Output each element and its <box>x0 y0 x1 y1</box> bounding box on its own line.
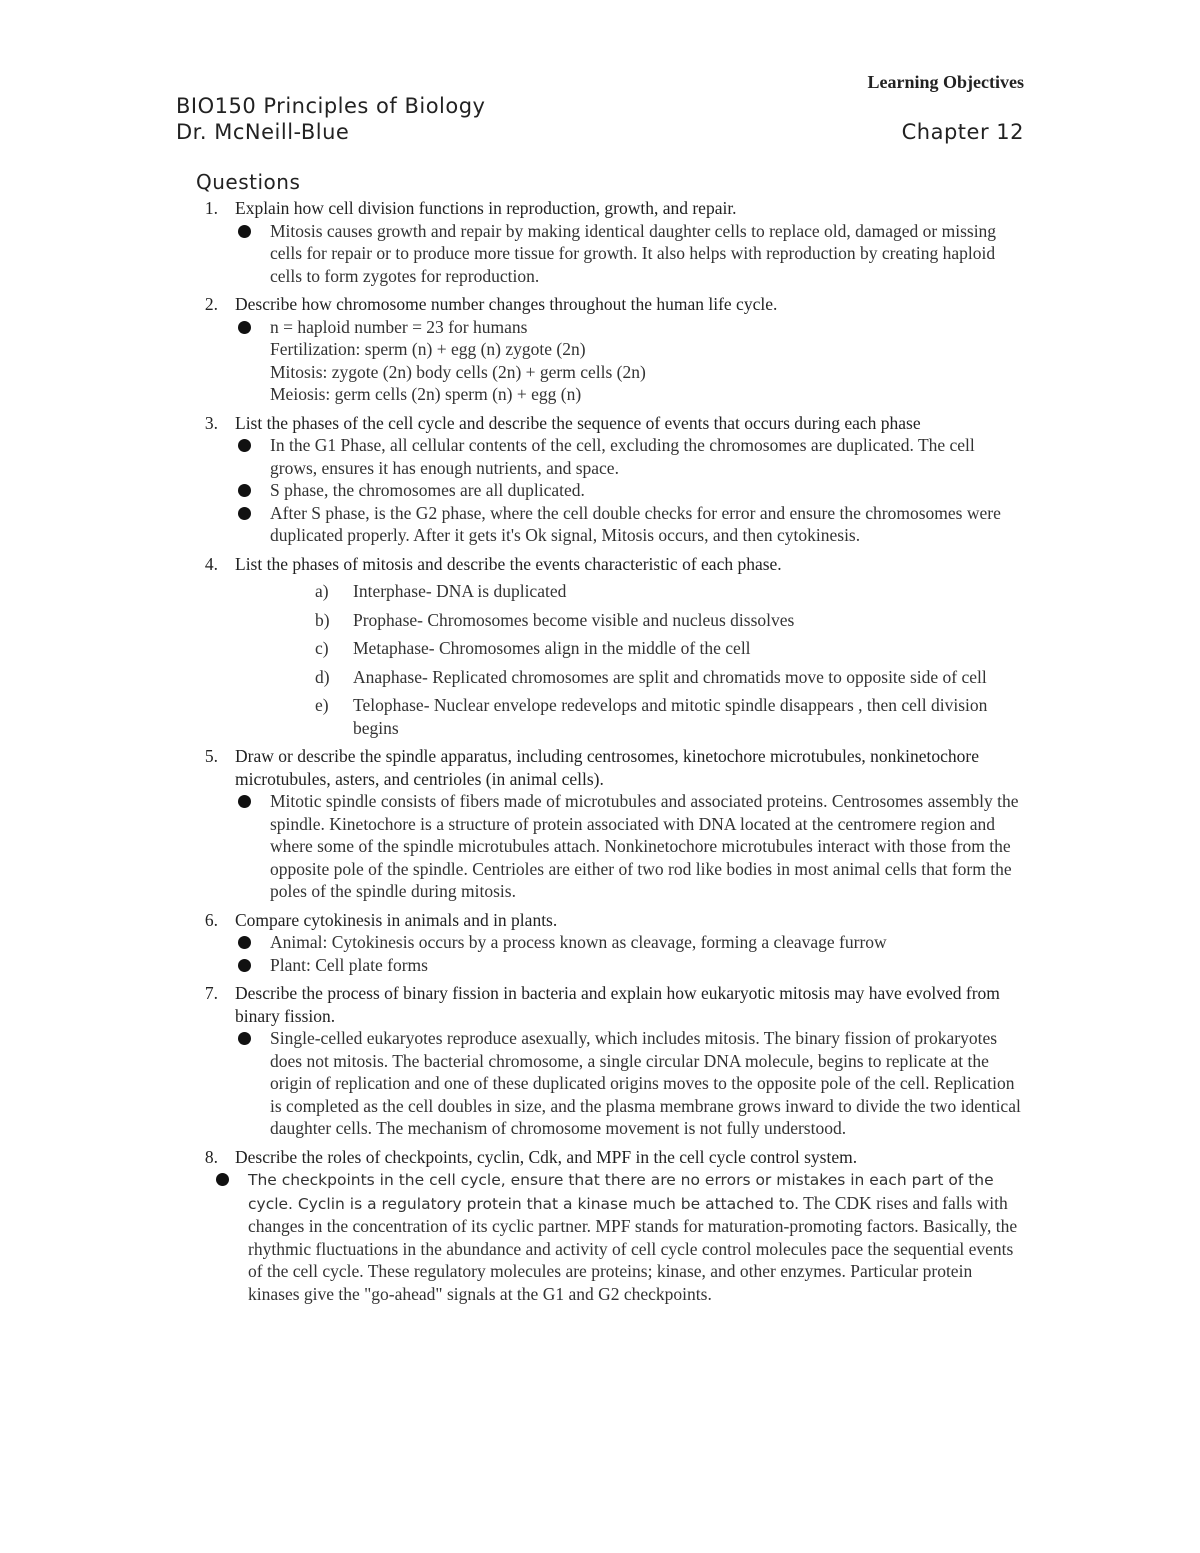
list-item-label: e) <box>315 695 329 715</box>
question-number: 1. <box>204 198 218 218</box>
bullet-icon <box>216 1173 229 1186</box>
answer-text: In the G1 Phase, all cellular contents of the cell, excluding the chromosomes are duplicated. The cell grows, ensures it has enough nutrients, and space. <box>270 435 975 478</box>
question-7 <box>196 982 1026 1140</box>
question-number: 8. <box>204 1146 218 1167</box>
answer-bullet <box>235 931 1026 954</box>
question-number: 5. <box>204 746 218 766</box>
course-title: BIO150 Principles of Biology <box>176 94 486 118</box>
answer-text: Mitotic spindle consists of fibers made of microtubules and associated proteins. Centrosomes assembly the spindle. Kinetochore is a structure of protein associated with DNA located at the centromere region and where some of the spindle microtubules attach. Nonkinetochore microtubules interact with those from the opposite pole of the spindle. Centrioles are either of two rod like bodies in most animal cells that form the poles of the spindle during mitosis. <box>270 791 1019 901</box>
answer-text: S phase, the chromosomes are all duplicated. <box>270 480 585 500</box>
list-item-label: d) <box>315 666 330 687</box>
list-item-text: Anaphase- Replicated chromosomes are split and chromatids move to opposite side of cell <box>353 666 987 687</box>
answer-bullet <box>235 1027 1026 1140</box>
question-4 <box>196 553 1026 740</box>
phase-list <box>235 580 1026 739</box>
answer-text: The CDK rises and falls with changes in the concentration of its cyclic partner. MPF stands for maturation-promoting factors. Basically, the rhythmic fluctuations in the abundance and activity of cell cycle control molecules pace the sequential events of the cell cycle. These regulatory molecules are proteins; kinase, and other enzymes. Particular protein kinases give the "go-ahead" signals at the G1 and G2 checkpoints. <box>248 1192 1018 1304</box>
bullet-icon <box>238 507 251 520</box>
learning-objectives-label: Learning Objectives <box>867 72 1024 92</box>
list-item <box>315 609 1026 632</box>
list-item-text: Metaphase- Chromosomes align in the middle of the cell <box>353 638 751 658</box>
list-item <box>315 637 1026 660</box>
question-5 <box>196 745 1026 903</box>
bullet-icon <box>238 225 251 238</box>
question-text: List the phases of mitosis and describe the events characteristic of each phase. <box>235 553 782 574</box>
questions-heading: Questions <box>196 170 301 194</box>
bullet-icon <box>238 1032 251 1045</box>
list-item <box>315 580 1026 603</box>
answer-bullet <box>235 954 1026 977</box>
answer-text: After S phase, is the G2 phase, where the cell double checks for error and ensure the chromosomes were duplicated properly. After it gets it's Ok signal, Mitosis occurs, and then cytokinesis. <box>270 502 1001 545</box>
bullet-icon <box>238 795 251 808</box>
list-item-text: Interphase- DNA is duplicated <box>353 581 567 601</box>
question-text: List the phases of the cell cycle and describe the sequence of events that occurs during each phase <box>235 412 921 433</box>
answer-text: Single-celled eukaryotes reproduce asexually, which includes mitosis. The binary fission of prokaryotes does not mitosis. The bacterial chromosome, a single circular DNA molecule, begins to replicate at the origin of replication and one of these duplicated origins moves to the opposite pole of the cell. Replication is completed as the cell doubles in size, and the plasma membrane grows inward to divide the two identical daughter cells. The mechanism of chromosome movement is not fully understood. <box>270 1028 1021 1138</box>
bullet-icon <box>238 959 251 972</box>
answer-line: n = haploid number = 23 for humans <box>270 316 528 337</box>
bullet-icon <box>238 484 251 497</box>
bullet-icon <box>238 439 251 452</box>
list-item <box>315 666 1026 689</box>
questions-list <box>196 197 1026 1311</box>
question-number: 3. <box>204 412 218 433</box>
answer-text-sans: The checkpoints in the cell cycle, ensure that there are no errors or mistakes in each part of the cycle. Cyclin is a regulatory protein that a kinase much be attached to. <box>248 1171 994 1213</box>
list-item-text: Telophase- Nuclear envelope redevelops and mitotic spindle disappears , then cell division begins <box>353 695 988 738</box>
answer-bullet <box>235 479 1026 502</box>
question-number: 4. <box>204 553 218 574</box>
answer-line: Mitosis: zygote (2n) body cells (2n) + germ cells (2n) <box>270 361 646 382</box>
question-number: 2. <box>204 294 218 314</box>
question-text: Draw or describe the spindle apparatus, including centrosomes, kinetochore microtubules, nonkinetochore microtubules, asters, and centrioles (in animal cells). <box>235 746 980 789</box>
question-text: Describe how chromosome number changes throughout the human life cycle. <box>235 294 778 314</box>
answer-text: Animal: Cytokinesis occurs by a process known as cleavage, forming a cleavage furrow <box>270 932 887 952</box>
question-6 <box>196 909 1026 977</box>
question-number: 6. <box>204 909 218 930</box>
list-item-label: c) <box>315 638 329 658</box>
bullet-icon <box>238 321 251 334</box>
question-8 <box>196 1146 1026 1306</box>
question-number: 7. <box>204 983 218 1003</box>
list-item <box>315 694 1026 739</box>
answer-bullet <box>213 1168 1026 1305</box>
question-3 <box>196 412 1026 547</box>
answer-line: Fertilization: sperm (n) + egg (n) zygote (2n) <box>270 339 586 359</box>
question-text: Compare cytokinesis in animals and in plants. <box>235 909 558 930</box>
list-item-text: Prophase- Chromosomes become visible and nucleus dissolves <box>353 609 795 630</box>
answer-bullet <box>235 316 1026 406</box>
question-text: Describe the roles of checkpoints, cyclin, Cdk, and MPF in the cell cycle control system. <box>235 1146 858 1167</box>
question-text: Describe the process of binary fission in bacteria and explain how eukaryotic mitosis may have evolved from binary fission. <box>235 983 1000 1026</box>
answer-bullet <box>235 434 1026 479</box>
list-item-label: a) <box>315 581 329 601</box>
answer-bullet <box>235 790 1026 903</box>
answer-bullet <box>235 502 1026 547</box>
instructor-name: Dr. McNeill-Blue <box>176 120 350 144</box>
answer-line: Meiosis: germ cells (2n) sperm (n) + egg (n) <box>270 384 582 404</box>
list-item-label: b) <box>315 609 330 630</box>
answer-text: Mitosis causes growth and repair by making identical daughter cells to replace old, damaged or missing cells for repair or to produce more tissue for growth. It also helps with reproduction by creating haploid cells to form zygotes for reproduction. <box>270 220 997 286</box>
question-1 <box>196 197 1026 287</box>
chapter-label: Chapter 12 <box>901 120 1024 144</box>
answer-text: Plant: Cell plate forms <box>270 954 428 975</box>
question-text: Explain how cell division functions in reproduction, growth, and repair. <box>235 198 737 218</box>
question-2 <box>196 293 1026 406</box>
answer-bullet <box>235 220 1026 288</box>
bullet-icon <box>238 936 251 949</box>
